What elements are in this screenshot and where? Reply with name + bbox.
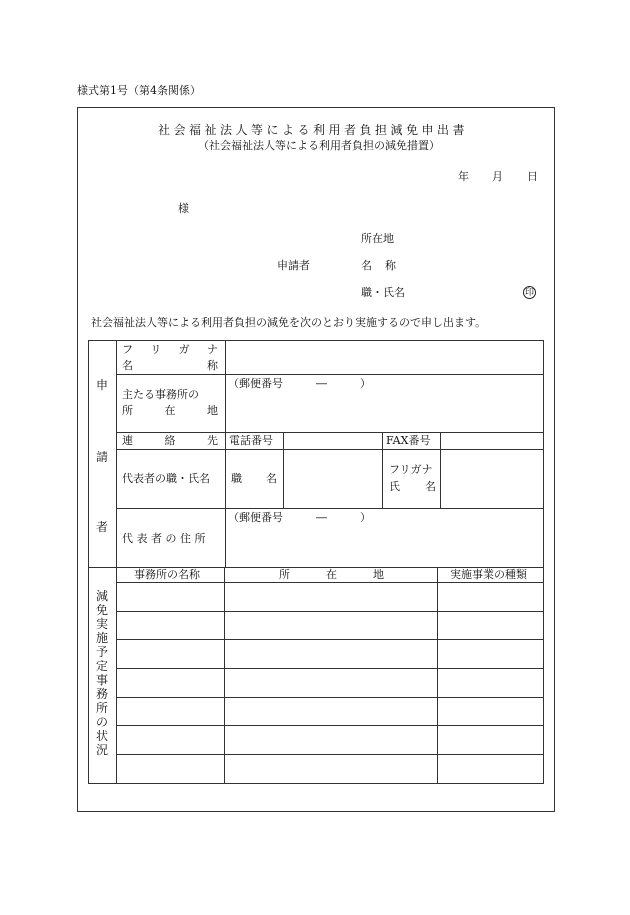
furigana-char: ガ <box>178 343 190 356</box>
side-label2-char: 務 <box>95 687 108 701</box>
header-location-char: 地 <box>373 568 384 581</box>
table-border <box>88 340 89 784</box>
header-location-char: 在 <box>326 568 337 581</box>
statement-text: 社会福祉法人等による利用者負担の減免を次のとおり実施するので申し出ます。 <box>91 316 487 329</box>
location-char: 地 <box>207 404 218 417</box>
table-line <box>224 567 225 784</box>
job-char: 名 <box>266 472 277 485</box>
form-title: 社会福祉法人等による利用者負担減免申出書 <box>158 123 469 137</box>
name-char: 名 <box>122 359 133 372</box>
applicant-label: 申請者 <box>277 259 310 272</box>
name-char: 称 <box>207 359 218 372</box>
date-year: 年 <box>458 170 469 183</box>
table-line <box>116 449 544 450</box>
side-label2-char: の <box>95 715 108 729</box>
table-line <box>116 754 544 755</box>
table-line <box>116 374 544 375</box>
job-char: 職 <box>231 472 242 485</box>
side-label-char: 請 <box>95 450 108 464</box>
header-location-char: 所 <box>279 568 290 581</box>
applicant-location-label: 所在地 <box>361 232 394 245</box>
phone-label: 電話番号 <box>229 434 273 447</box>
table-border <box>88 340 544 341</box>
table-line <box>116 508 544 509</box>
furigana-char: リ <box>150 343 162 356</box>
side-label2-char: 免 <box>95 603 108 617</box>
addressee-suffix: 様 <box>178 202 189 215</box>
contact-char: 絡 <box>164 434 176 447</box>
table-border <box>543 340 544 784</box>
form-reference: 様式第1号（第4条関係） <box>77 84 201 97</box>
name-label <box>122 360 218 371</box>
side-label2-char: 予 <box>95 645 108 659</box>
main-office-label-line2 <box>122 405 218 416</box>
header-location <box>279 569 384 580</box>
furigana-char: フ <box>122 343 133 356</box>
applicant-title-name-label: 職・氏名 <box>361 286 405 299</box>
table-line <box>440 432 441 509</box>
postal-code-field[interactable]: （郵便番号 ― ） <box>228 377 371 390</box>
shimei-char: 名 <box>425 480 436 493</box>
form-frame <box>77 107 555 812</box>
side-label2-char: 施 <box>95 631 108 645</box>
table-line <box>116 611 544 612</box>
side-label2-char: 況 <box>95 743 108 757</box>
location-char: 所 <box>122 404 133 417</box>
contact-char: 先 <box>207 434 218 447</box>
side-label-char: 申 <box>95 378 108 392</box>
side-label2-char: 実 <box>95 617 108 631</box>
side-label2-char: 状 <box>95 729 108 743</box>
side-label-char: 者 <box>95 520 108 534</box>
furigana2-label: フリガナ <box>389 463 433 476</box>
furigana-label <box>122 344 218 355</box>
form-subtitle: （社会福祉法人等による利用者負担の減免措置） <box>198 139 440 152</box>
header-business-type: 実施事業の種類 <box>450 568 527 581</box>
applicant-name-label-1: 名 <box>361 259 372 272</box>
rep-address-label: 代 表 者 の 住 所 <box>122 532 206 545</box>
furigana-char: ナ <box>206 343 218 356</box>
applicant-name-label-2: 称 <box>385 259 396 272</box>
postal-code-field-2[interactable]: （郵便番号 ― ） <box>228 511 371 524</box>
table-line <box>116 697 544 698</box>
side-label2-char: 所 <box>95 701 108 715</box>
date-day: 日 <box>527 170 538 183</box>
table-line <box>116 639 544 640</box>
contact-char: 連 <box>122 434 133 447</box>
table-line <box>116 432 544 433</box>
main-office-label-line1: 主たる事務所の <box>122 388 199 401</box>
table-line <box>382 432 383 509</box>
side-label2-char: 事 <box>95 673 108 687</box>
location-char: 在 <box>164 404 176 417</box>
side-label2-char: 定 <box>95 659 108 673</box>
contact-label <box>122 435 218 446</box>
table-line <box>116 725 544 726</box>
table-border <box>88 783 544 784</box>
header-office-name: 事務所の名称 <box>134 568 200 581</box>
table-line <box>437 567 438 784</box>
table-line <box>116 668 544 669</box>
table-line <box>116 582 544 583</box>
shimei-char: 氏 <box>389 480 400 493</box>
rep-title-name-label: 代表者の職・氏名 <box>122 472 210 485</box>
table-line <box>116 340 117 784</box>
fax-label: FAX番号 <box>386 434 431 447</box>
seal-mark: 印 <box>524 288 534 298</box>
side-label2-char: 減 <box>95 589 108 603</box>
table-line <box>283 432 284 509</box>
date-month: 月 <box>492 170 503 183</box>
